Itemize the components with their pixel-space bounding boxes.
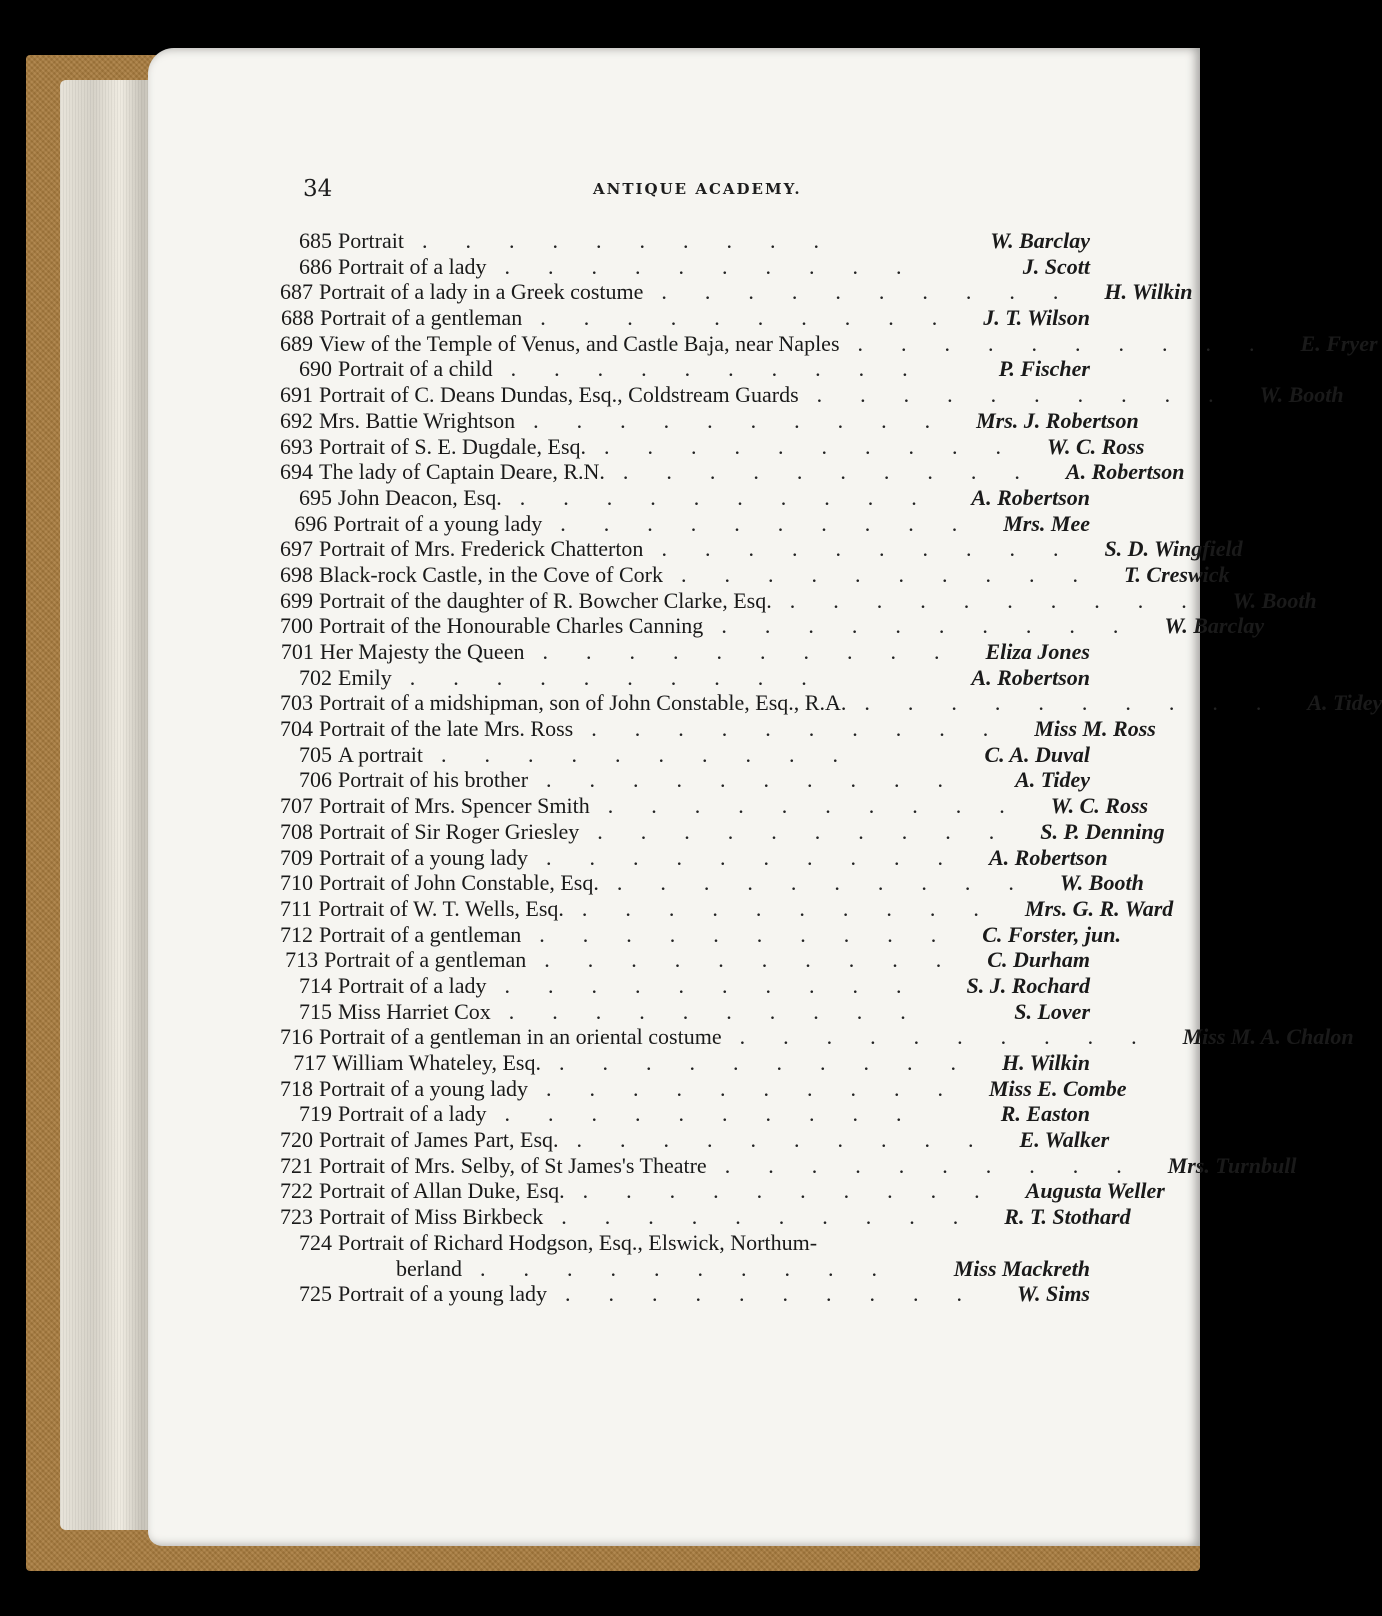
entry-artist: R. Easton <box>1000 1101 1090 1127</box>
dot-leader: .......... <box>739 1024 1175 1050</box>
entry-title: Portrait of John Constable, Esq. <box>319 870 599 896</box>
catalogue-entry <box>280 407 1139 434</box>
catalogue-entry <box>280 973 1090 999</box>
entry-artist: A. Robertson <box>988 844 1108 870</box>
entry-title: Emily <box>338 664 392 690</box>
entry-title: Portrait of the daughter of R. Bowcher Clarke, Esq. <box>319 587 772 613</box>
entry-number: 700 <box>280 613 313 639</box>
entry-title: Portrait of a lady in a Greek costume <box>319 279 644 305</box>
entry-artist: A. Robertson <box>971 484 1090 510</box>
catalogue-entry <box>280 536 1243 562</box>
catalogue-entry <box>280 1230 1090 1256</box>
dot-leader: .......... <box>597 818 1033 844</box>
entry-title: Portrait of a midshipman, son of John Constable, Esq., R.A. <box>319 690 847 716</box>
entry-number: 690 <box>299 356 332 382</box>
dot-leader: .......... <box>479 1255 915 1281</box>
dot-leader: .......... <box>616 870 1052 896</box>
entry-number: 702 <box>299 664 332 690</box>
entry-title: Portrait of his brother <box>338 767 529 793</box>
dot-leader: .......... <box>504 253 940 279</box>
dot-leader: .......... <box>604 433 1040 459</box>
dot-leader: .......... <box>545 844 981 870</box>
dot-leader: .......... <box>622 459 1058 485</box>
entry-title: Portrait of Allan Duke, Esq. <box>319 1178 565 1204</box>
entry-number: 724 <box>299 1229 332 1255</box>
entry-title: Portrait of a gentleman <box>319 305 523 331</box>
entry-number: 697 <box>280 536 313 562</box>
entry-title: Portrait of a gentleman <box>324 947 527 973</box>
dot-leader: .......... <box>504 1101 940 1127</box>
entry-title: Portrait of a young lady <box>333 510 543 536</box>
entry-title: berland <box>396 1255 462 1281</box>
catalogue-entry <box>280 742 1090 768</box>
entry-artist: Miss E. Combe <box>988 1075 1127 1101</box>
dot-leader: .......... <box>561 1204 997 1230</box>
entry-artist: Mrs. J. Robertson <box>976 407 1139 433</box>
entry-title: Portrait of Mrs. Spencer Smith <box>319 793 590 819</box>
entry-artist: Augusta Weller <box>1025 1178 1165 1204</box>
entry-title: View of the Temple of Venus, and Castle Baja, near Naples <box>319 330 840 356</box>
entry-artist: Mrs. G. R. Ward <box>1024 895 1174 921</box>
catalogue-entry <box>280 1281 1090 1307</box>
entry-number: 714 <box>299 972 332 998</box>
catalogue-list <box>280 228 1382 1307</box>
entry-title: Her Majesty the Queen <box>319 639 525 664</box>
dot-leader: .......... <box>680 561 1116 587</box>
catalogue-entry <box>280 844 1108 871</box>
dot-leader: .......... <box>544 947 980 973</box>
running-title: ANTIQUE ACADEMY. <box>593 180 802 198</box>
catalogue-entry <box>280 305 1090 331</box>
dot-leader: .......... <box>564 1281 1000 1307</box>
entry-title: Portrait of Sir Roger Griesley <box>319 818 580 844</box>
entry-number: 704 <box>280 716 313 742</box>
entry-artist: A. Robertson <box>1065 459 1185 485</box>
entry-number: 722 <box>280 1178 313 1204</box>
entry-title: Portrait of S. E. Dugdale, Esq. <box>319 433 587 459</box>
entry-number: 698 <box>280 561 313 587</box>
entry-number: 721 <box>280 1152 313 1178</box>
dot-leader: .......... <box>519 484 955 510</box>
entry-artist: Miss M. Ross <box>1034 716 1156 742</box>
entry-title: Portrait of the late Mrs. Ross <box>319 716 574 742</box>
entry-title: Portrait of a young lady <box>338 1281 547 1307</box>
entry-title: William Whateley, Esq. <box>332 1050 541 1075</box>
entry-number: 685 <box>299 228 332 253</box>
entry-title: Miss Harriet Cox <box>338 998 491 1024</box>
catalogue-entry <box>280 485 1090 511</box>
catalogue-entry <box>280 279 1193 305</box>
entry-title: Portrait of a gentleman <box>319 921 522 947</box>
catalogue-entry <box>280 1050 1090 1076</box>
catalogue-entry <box>280 999 1090 1025</box>
dot-leader: .......... <box>576 1127 1012 1153</box>
entry-title: Portrait of C. Deans Dundas, Esq., Coldstream Guards <box>319 382 799 408</box>
catalogue-entry <box>280 665 1090 691</box>
entry-number: 707 <box>280 793 313 819</box>
entry-artist: W. C. Ross <box>1050 793 1149 819</box>
entry-artist: Eliza Jones <box>985 639 1090 664</box>
dot-leader: .......... <box>560 510 996 536</box>
entry-artist: A. Tidey <box>1307 690 1382 716</box>
catalogue-entry <box>280 1256 1090 1282</box>
entry-title: The lady of Captain Deare, R.N. <box>319 459 605 485</box>
entry-number: 703 <box>280 690 313 716</box>
catalogue-entry <box>280 511 1090 537</box>
entry-number: 710 <box>280 870 313 896</box>
entry-artist: Miss Mackreth <box>953 1255 1090 1281</box>
dot-leader: .......... <box>721 613 1157 639</box>
catalogue-entry <box>280 1178 1165 1204</box>
catalogue-entry <box>280 1024 1354 1050</box>
catalogue-entry <box>280 254 1090 280</box>
entry-artist: W. C. Ross <box>1047 433 1145 459</box>
entry-number: 689 <box>280 330 313 356</box>
entry-artist: E. Fryer <box>1300 330 1378 356</box>
entry-artist: H. Wilkin <box>1001 1050 1090 1075</box>
catalogue-entry <box>280 1101 1090 1127</box>
catalogue-entry <box>280 1075 1127 1102</box>
dot-leader: .......... <box>857 330 1293 356</box>
entry-title: Portrait of W. T. Wells, Esq. <box>318 895 564 921</box>
entry-number: 706 <box>299 767 332 793</box>
dot-leader: .......... <box>540 305 976 331</box>
entry-number: 687 <box>280 279 313 305</box>
catalogue-entry <box>280 382 1344 408</box>
entry-number: 692 <box>280 407 313 433</box>
entry-number: 720 <box>280 1127 313 1153</box>
entry-number: 688 <box>280 305 314 331</box>
entry-number: 725 <box>299 1281 332 1307</box>
dot-leader: .......... <box>533 407 969 433</box>
catalogue-entry <box>280 1152 1297 1179</box>
dot-leader: .......... <box>607 793 1043 819</box>
dot-leader: .......... <box>542 639 978 664</box>
dot-leader: .......... <box>581 895 1017 921</box>
catalogue-entry <box>280 716 1156 742</box>
entry-title: Portrait of the Honourable Charles Canning <box>319 613 704 639</box>
entry-title: Portrait of a child <box>338 356 493 382</box>
entry-title: Portrait of Mrs. Frederick Chatterton <box>319 536 644 562</box>
dot-leader: .......... <box>724 1152 1160 1178</box>
entry-artist: J. T. Wilson <box>983 305 1090 331</box>
entry-title: Portrait of James Part, Esq. <box>319 1127 559 1153</box>
entry-artist: S. P. Denning <box>1040 818 1165 844</box>
catalogue-entry <box>280 895 1174 922</box>
entry-artist: S. D. Wingfield <box>1104 536 1243 562</box>
catalogue-entry <box>280 330 1378 357</box>
entry-title: Portrait of a lady <box>338 253 487 279</box>
entry-artist: R. T. Stothard <box>1004 1204 1131 1230</box>
catalogue-entry <box>280 818 1165 845</box>
entry-artist: W. Booth <box>1232 587 1317 613</box>
entry-artist: E. Walker <box>1019 1127 1110 1153</box>
catalogue-entry <box>280 870 1144 896</box>
entry-artist: W. Booth <box>1059 870 1144 896</box>
dot-leader: .......... <box>539 921 975 947</box>
catalogue-entry <box>280 459 1185 485</box>
entry-title: Portrait of a lady <box>338 1101 487 1127</box>
entry-title: Portrait of a young lady <box>319 1075 528 1101</box>
entry-title: Portrait of a lady <box>338 972 487 998</box>
entry-number: 701 <box>280 639 314 664</box>
entry-number: 715 <box>299 998 332 1024</box>
entry-title: Portrait of a gentleman in an oriental costume <box>319 1024 722 1050</box>
entry-number: 716 <box>280 1024 313 1050</box>
entry-artist: H. Wilkin <box>1104 279 1193 305</box>
dot-leader: .......... <box>661 536 1097 562</box>
entry-title: Portrait <box>338 228 404 253</box>
entry-number: 723 <box>280 1204 313 1230</box>
catalogue-entry <box>280 228 1090 254</box>
entry-number: 696 <box>294 510 328 536</box>
dot-leader: .......... <box>545 1075 981 1101</box>
entry-number: 711 <box>280 895 313 921</box>
entry-number: 708 <box>280 818 313 844</box>
dot-leader: .......... <box>546 767 982 793</box>
entry-artist: P. Fischer <box>998 356 1090 382</box>
entry-artist: W. Barclay <box>990 228 1090 253</box>
entry-artist: A. Tidey <box>1015 767 1090 793</box>
catalogue-entry <box>280 433 1145 460</box>
entry-artist: T. Creswick <box>1123 561 1230 587</box>
entry-number: 719 <box>299 1101 332 1127</box>
catalogue-entry <box>280 1127 1110 1153</box>
entry-artist: C. Durham <box>987 947 1090 973</box>
entry-number: 717 <box>293 1050 327 1075</box>
catalogue-entry <box>280 613 1265 639</box>
dot-leader: .......... <box>661 279 1097 305</box>
entry-artist: A. Robertson <box>971 664 1090 690</box>
entry-title: Portrait of Mrs. Selby, of St James's Theatre <box>319 1152 707 1178</box>
catalogue-entry <box>280 690 1382 716</box>
dot-leader: .......... <box>510 356 946 382</box>
entry-number: 699 <box>280 587 313 613</box>
entry-artist: S. Lover <box>1014 998 1090 1024</box>
catalogue-entry <box>280 767 1090 793</box>
dot-leader: .......... <box>409 664 845 690</box>
dot-leader: .......... <box>582 1178 1018 1204</box>
entry-title: Mrs. Battie Wrightson <box>319 407 516 433</box>
entry-number: 695 <box>299 484 332 510</box>
page-number: 34 <box>303 176 333 202</box>
catalogue-entry <box>280 793 1149 819</box>
catalogue-entry <box>280 947 1090 973</box>
entry-title: Portrait of Richard Hodgson, Esq., Elswick, Northum- <box>338 1229 818 1255</box>
entry-number: 709 <box>280 844 313 870</box>
page-header <box>303 176 1083 206</box>
entry-number: 691 <box>280 382 313 408</box>
entry-title: John Deacon, Esq. <box>338 484 502 510</box>
catalogue-entry <box>280 921 1121 948</box>
entry-title: Portrait of a young lady <box>319 844 528 870</box>
catalogue-entry <box>280 561 1230 588</box>
entry-number: 718 <box>280 1075 313 1101</box>
entry-number: 686 <box>299 253 332 279</box>
dot-leader: .......... <box>558 1050 994 1075</box>
entry-artist: W. Barclay <box>1164 613 1265 639</box>
entry-artist: W. Booth <box>1259 382 1344 408</box>
entry-title: Black-rock Castle, in the Cove of Cork <box>319 561 663 587</box>
catalogue-entry <box>280 1204 1131 1230</box>
dot-leader: .......... <box>864 690 1300 716</box>
entry-artist: C. Forster, jun. <box>982 921 1121 947</box>
entry-title: A portrait <box>338 741 423 767</box>
dot-leader: .......... <box>422 228 857 253</box>
catalogue-entry <box>280 587 1317 614</box>
dot-leader: .......... <box>591 716 1027 742</box>
entry-number: 705 <box>299 741 332 767</box>
entry-number: 712 <box>280 921 313 947</box>
catalogue-entry <box>280 639 1090 665</box>
entry-artist: W. Sims <box>1017 1281 1090 1307</box>
dot-leader: .......... <box>508 998 944 1024</box>
dot-leader: .......... <box>816 382 1252 408</box>
catalogue-entry <box>280 356 1090 382</box>
entry-number: 713 <box>285 947 319 973</box>
entry-artist: Miss M. A. Chalon <box>1182 1024 1354 1050</box>
entry-number: 694 <box>280 459 313 485</box>
entry-title: Portrait of Miss Birkbeck <box>319 1204 544 1230</box>
entry-artist: Mrs. Mee <box>1003 510 1090 536</box>
dot-leader: .......... <box>504 972 940 998</box>
dot-leader: .......... <box>440 741 876 767</box>
entry-artist: J. Scott <box>1022 253 1090 279</box>
entry-artist: C. A. Duval <box>984 741 1090 767</box>
dot-leader: .......... <box>789 587 1225 613</box>
entry-artist: Mrs. Turnbull <box>1167 1152 1297 1178</box>
entry-number: 693 <box>280 433 313 459</box>
entry-artist: S. J. Rochard <box>966 972 1090 998</box>
